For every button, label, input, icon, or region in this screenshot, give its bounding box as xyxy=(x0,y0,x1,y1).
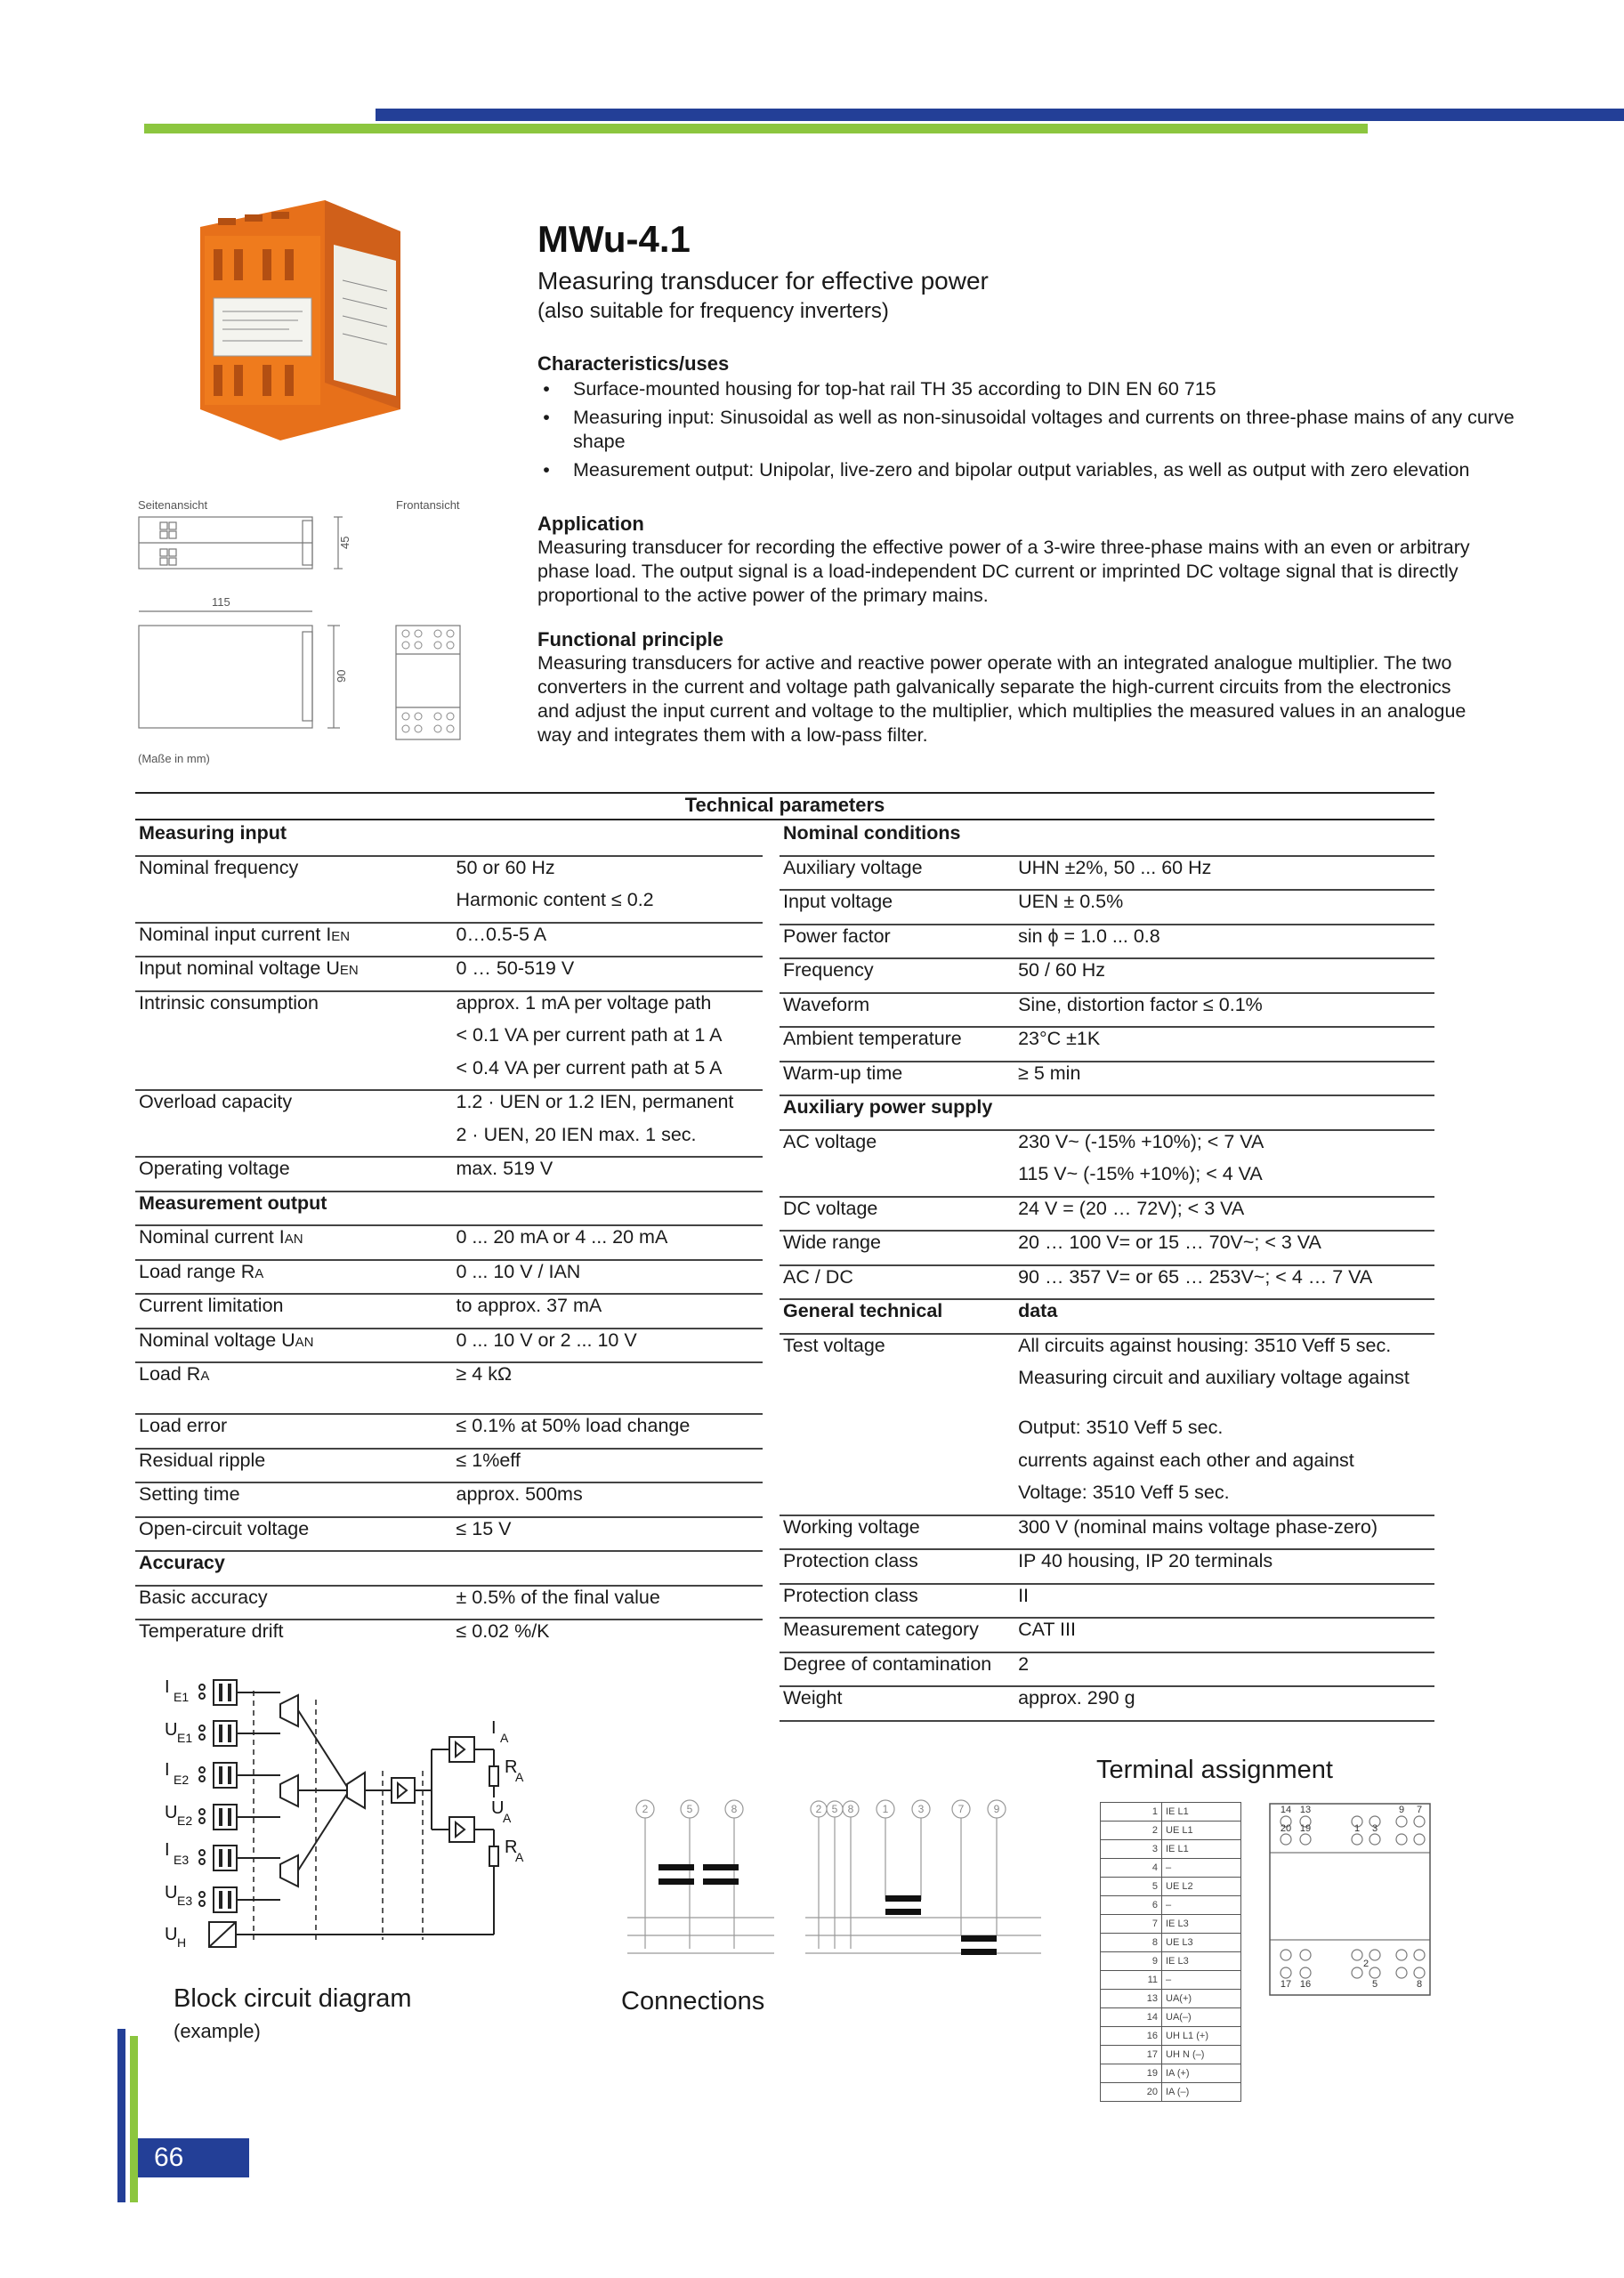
svg-text:7: 7 xyxy=(1416,1805,1423,1815)
svg-text:E3: E3 xyxy=(174,1853,190,1867)
svg-text:E1: E1 xyxy=(174,1690,190,1704)
param-value: 2 xyxy=(1014,1652,1434,1687)
input-label: U xyxy=(165,1925,178,1944)
param-name: AC voltage xyxy=(783,1130,877,1152)
table-row xyxy=(780,856,1434,891)
list-item: • Measurement output: Unipolar, live-zero and bipolar output variables, as well as output with zero elevation xyxy=(573,458,1534,482)
param-value: 0 ... 10 V or 2 ... 10 V xyxy=(453,1329,764,1363)
terminal-row xyxy=(1101,2046,1241,2064)
table-row xyxy=(780,1618,1434,1652)
terminal-number: 2 xyxy=(1101,1822,1162,1840)
param-value: ≥ 5 min xyxy=(1014,1062,1434,1096)
table-row xyxy=(780,890,1434,925)
terminal-number: 16 xyxy=(1101,2027,1162,2046)
svg-text:14: 14 xyxy=(1280,1805,1292,1815)
input-label: I xyxy=(165,1760,170,1780)
dimension-drawing xyxy=(133,512,472,752)
table-row xyxy=(135,1329,763,1363)
svg-text:A: A xyxy=(515,1850,524,1864)
front-view-label: Frontansicht xyxy=(396,498,460,512)
table-row xyxy=(135,1482,763,1517)
svg-text:5: 5 xyxy=(1371,1979,1378,1990)
output-label: R xyxy=(505,1757,518,1777)
table-row xyxy=(780,1265,1434,1300)
svg-text:7: 7 xyxy=(957,1803,965,1815)
page-subtitle: Measuring transducer for effective power xyxy=(537,267,989,295)
svg-text:H: H xyxy=(177,1935,187,1950)
table-row xyxy=(780,1584,1434,1619)
param-value: ≤ 1%eff xyxy=(453,1449,764,1483)
terminal-row xyxy=(1101,2027,1241,2046)
terminal-signal: IE L3 xyxy=(1162,1915,1241,1934)
terminal-signal: UH L1 (+) xyxy=(1162,2027,1241,2046)
page-title: MWu-4.1 xyxy=(537,218,691,260)
table-row xyxy=(780,1163,1434,1197)
param-value: ≤ 0.1% at 50% load change xyxy=(453,1414,764,1449)
param-name: AC / DC xyxy=(780,1265,1014,1300)
table-row xyxy=(780,1515,1434,1550)
terminal-number: 14 xyxy=(1101,2008,1162,2027)
svg-text:2: 2 xyxy=(815,1803,822,1815)
param-name: Input nominal voltage UEN xyxy=(135,957,453,991)
output-label: R xyxy=(505,1838,518,1857)
table-row xyxy=(780,1652,1434,1687)
svg-text:19: 19 xyxy=(1299,1823,1312,1834)
unit-note: (Maße in mm) xyxy=(138,752,210,765)
svg-text:13: 13 xyxy=(1299,1805,1312,1815)
terminal-signal: – xyxy=(1162,1971,1241,1990)
connections-label: Connections xyxy=(621,1987,765,2015)
param-value: 115 V~ (-15% +10%); < 4 VA xyxy=(1014,1163,1434,1197)
table-row xyxy=(780,1027,1434,1062)
product-photo xyxy=(191,182,405,440)
svg-text:A: A xyxy=(515,1770,524,1784)
output-label: I xyxy=(491,1718,497,1738)
table-row xyxy=(780,958,1434,993)
application-text: Measuring transducer for recording the effective power of a 3-wire three-phase mains with an even or arbitrary phase load. The output signal is a load-independent DC current or imprinted DC voltage signal that is directly proportional to the active power of the primary mains. xyxy=(537,537,1470,606)
table-row xyxy=(135,1517,763,1552)
param-name: Measuring input xyxy=(135,822,453,856)
param-value: < 0.4 VA per current path at 5 A xyxy=(453,1057,764,1091)
param-name: Temperature drift xyxy=(139,1620,284,1642)
param-name: Accuracy xyxy=(135,1551,453,1586)
param-name: Load error xyxy=(135,1414,453,1449)
terminal-housing xyxy=(1268,1802,1433,1998)
functional-text: Measuring transducers for active and reactive power operate with an integrated analogue multiplier. The two converters in the current and voltage path galvanically separate the high-current circuits from the electronics and adjust the input current and voltage to the multiplier, which multiplies the measured values in an analogue way and integrates them with a low-pass filter. xyxy=(537,652,1466,746)
param-name: Measurement output xyxy=(135,1192,453,1226)
svg-text:16: 16 xyxy=(1299,1979,1312,1990)
param-name: Load range RA xyxy=(135,1260,453,1295)
terminal-number: 3 xyxy=(1101,1840,1162,1859)
svg-text:E1: E1 xyxy=(177,1731,193,1745)
param-name: Warm-up time xyxy=(780,1062,1014,1096)
table-row xyxy=(780,925,1434,959)
param-value xyxy=(453,822,764,856)
terminal-signal: UE L3 xyxy=(1162,1934,1241,1952)
table-row xyxy=(135,1362,763,1414)
param-value xyxy=(453,1551,764,1586)
terminal-row xyxy=(1101,1803,1241,1822)
terminal-signal: UA(+) xyxy=(1162,1990,1241,2008)
param-name: Measurement category xyxy=(780,1618,1014,1652)
param-value: 0 ... 10 V / IAN xyxy=(453,1260,764,1295)
characteristics-list xyxy=(537,377,1534,482)
terminal-signal: IA (+) xyxy=(1162,2064,1241,2083)
param-value: 50 / 60 Hz xyxy=(1014,958,1434,993)
table-row xyxy=(135,923,763,957)
table-row xyxy=(780,993,1434,1028)
param-name: Nominal conditions xyxy=(780,822,1014,856)
functional-heading: Functional principle xyxy=(537,628,724,650)
param-name xyxy=(780,1163,1014,1197)
param-value: Harmonic content ≤ 0.2 xyxy=(453,889,764,923)
terminal-number: 7 xyxy=(1101,1915,1162,1934)
table-row xyxy=(780,1299,1434,1334)
param-name: Overload capacity xyxy=(139,1091,293,1112)
param-value: II xyxy=(1014,1584,1434,1619)
terminal-number: 4 xyxy=(1101,1859,1162,1878)
param-value: 2 · UEN, 20 IEN max. 1 sec. xyxy=(453,1124,764,1158)
table-row xyxy=(135,1124,763,1158)
param-value: 1.2 · UEN or 1.2 IEN, permanent xyxy=(456,1091,734,1112)
param-value: IP 40 housing, IP 20 terminals xyxy=(1014,1549,1434,1584)
param-name: General technical xyxy=(780,1299,1014,1334)
param-value: CAT III xyxy=(1014,1618,1434,1652)
svg-text:9: 9 xyxy=(993,1803,1000,1815)
input-label: I xyxy=(165,1677,170,1697)
footer-green-bar xyxy=(130,2036,138,2202)
terminal-signal: – xyxy=(1162,1896,1241,1915)
terminal-row xyxy=(1101,1840,1241,1859)
svg-text:8: 8 xyxy=(847,1803,854,1815)
table-row xyxy=(780,1334,1434,1368)
param-name xyxy=(135,1124,453,1158)
terminal-row xyxy=(1101,1915,1241,1934)
param-value: approx. 500ms xyxy=(453,1482,764,1517)
terminal-row xyxy=(1101,1934,1241,1952)
right-parameters-table xyxy=(780,822,1434,1722)
terminal-assignment-label: Terminal assignment xyxy=(1096,1756,1333,1784)
dim-height-1: 45 xyxy=(338,536,351,549)
param-value: ≤ 0.02 %/K xyxy=(456,1620,550,1642)
terminal-number: 1 xyxy=(1101,1803,1162,1822)
svg-text:17: 17 xyxy=(1280,1979,1292,1990)
param-value: sin ϕ = 1.0 ... 0.8 xyxy=(1014,925,1434,959)
svg-text:5: 5 xyxy=(831,1803,838,1815)
table-row xyxy=(780,1197,1434,1232)
svg-text:3: 3 xyxy=(917,1803,925,1815)
param-value: currents against each other and against xyxy=(1018,1449,1354,1471)
svg-text:8: 8 xyxy=(1416,1979,1423,1990)
param-value: Sine, distortion factor ≤ 0.1% xyxy=(1014,993,1434,1028)
svg-text:3: 3 xyxy=(1371,1823,1378,1834)
input-label: U xyxy=(165,1720,178,1740)
side-view-label: Seitenansicht xyxy=(138,498,208,512)
param-name: Frequency xyxy=(780,958,1014,993)
terminal-signal: IE L1 xyxy=(1162,1840,1241,1859)
param-value: 0…0.5-5 A xyxy=(453,923,764,957)
table-row xyxy=(135,1551,763,1586)
page-number: 66 xyxy=(138,2138,249,2177)
input-label: U xyxy=(165,1883,178,1902)
connections-diagram xyxy=(614,1793,1050,1971)
list-item: • Surface-mounted housing for top-hat rail TH 35 according to DIN EN 60 715 xyxy=(573,377,1534,401)
param-value: 230 V~ (-15% +10%); < 7 VA xyxy=(1018,1130,1264,1152)
technical-parameters-title: Technical parameters xyxy=(135,792,1434,820)
param-value: 90 … 357 V= or 65 … 253V~; < 4 … 7 VA xyxy=(1014,1265,1434,1300)
param-name: Nominal frequency xyxy=(139,856,299,878)
table-row xyxy=(135,856,763,890)
param-name: Degree of contamination xyxy=(780,1652,1014,1687)
table-row xyxy=(780,1367,1434,1417)
header-blue-bar xyxy=(376,109,1624,121)
table-row xyxy=(135,1449,763,1483)
svg-text:2: 2 xyxy=(642,1803,649,1815)
param-name xyxy=(135,1057,453,1091)
param-name: Protection class xyxy=(780,1549,1014,1584)
param-value xyxy=(1014,1095,1434,1130)
terminal-row xyxy=(1101,1952,1241,1971)
param-value: 0 … 50-519 V xyxy=(453,957,764,991)
param-name: Power factor xyxy=(780,925,1014,959)
param-name: Input voltage xyxy=(780,890,1014,925)
terminal-row xyxy=(1101,1822,1241,1840)
block-diagram-label: Block circuit diagram xyxy=(174,1984,412,2013)
terminal-number: 19 xyxy=(1101,2064,1162,2083)
param-value: UEN ± 0.5% xyxy=(1014,890,1434,925)
table-row xyxy=(135,991,763,1025)
table-row xyxy=(135,1157,763,1192)
param-value: 20 … 100 V= or 15 … 70V~; < 3 VA xyxy=(1014,1231,1434,1265)
terminal-row xyxy=(1101,1878,1241,1896)
svg-text:5: 5 xyxy=(686,1803,693,1815)
terminal-signal: IA (–) xyxy=(1162,2083,1241,2102)
param-name: Operating voltage xyxy=(135,1157,453,1192)
table-row xyxy=(135,1225,763,1260)
terminal-row xyxy=(1101,2064,1241,2083)
param-name xyxy=(780,1482,1014,1515)
param-value xyxy=(1014,822,1434,856)
terminal-row xyxy=(1101,1896,1241,1915)
block-diagram-sublabel: (example) xyxy=(174,2020,261,2042)
param-value: 0 ... 20 mA or 4 ... 20 mA xyxy=(453,1225,764,1260)
table-row xyxy=(135,1414,763,1449)
param-name: Nominal input current IEN xyxy=(135,923,453,957)
param-name: Auxiliary voltage xyxy=(780,856,1014,891)
terminal-signal: – xyxy=(1162,1859,1241,1878)
table-row xyxy=(135,1024,763,1057)
param-value: Output: 3510 Veff 5 sec. xyxy=(1018,1417,1224,1438)
table-row xyxy=(135,1057,763,1091)
input-label: I xyxy=(165,1840,170,1860)
table-row xyxy=(780,1095,1434,1130)
functional-section xyxy=(537,627,1481,747)
page-subtitle-note: (also suitable for frequency inverters) xyxy=(537,299,889,323)
param-value: 300 V (nominal mains voltage phase-zero) xyxy=(1014,1515,1434,1550)
table-row xyxy=(135,889,763,923)
param-value: UHN ±2%, 50 ... 60 Hz xyxy=(1014,856,1434,891)
terminal-signal: UA(–) xyxy=(1162,2008,1241,2027)
svg-text:A: A xyxy=(500,1731,509,1745)
footer-blue-bar xyxy=(117,2029,125,2202)
param-value: < 0.1 VA per current path at 1 A xyxy=(456,1024,723,1046)
param-value: ≤ 15 V xyxy=(453,1517,764,1552)
svg-text:A: A xyxy=(503,1811,512,1825)
header-green-bar xyxy=(144,124,1368,133)
param-name: Weight xyxy=(780,1686,1014,1721)
terminal-row xyxy=(1101,1990,1241,2008)
table-row xyxy=(135,1192,763,1226)
param-value: 24 V = (20 … 72V); < 3 VA xyxy=(1014,1197,1434,1232)
terminal-number: 5 xyxy=(1101,1878,1162,1896)
terminal-row xyxy=(1101,1971,1241,1990)
param-name: Working voltage xyxy=(780,1515,1014,1550)
terminal-number: 13 xyxy=(1101,1990,1162,2008)
dim-height-2: 90 xyxy=(335,669,348,683)
param-name: Ambient temperature xyxy=(780,1027,1014,1062)
table-row xyxy=(780,1231,1434,1265)
terminal-table xyxy=(1100,1802,1241,2102)
param-value: ≥ 4 kΩ xyxy=(453,1362,764,1414)
terminal-signal: UE L1 xyxy=(1162,1822,1241,1840)
block-circuit-diagram xyxy=(165,1673,556,1967)
terminal-row xyxy=(1101,2008,1241,2027)
application-heading: Application xyxy=(537,513,644,535)
input-label: U xyxy=(165,1803,178,1822)
param-value: 50 or 60 Hz xyxy=(456,856,555,878)
characteristics-section xyxy=(537,351,1534,487)
svg-text:E2: E2 xyxy=(177,1814,193,1828)
param-value: ± 0.5% of the final value xyxy=(453,1586,764,1620)
table-row xyxy=(780,1549,1434,1584)
param-value: approx. 1 mA per voltage path xyxy=(456,991,712,1014)
terminal-number: 17 xyxy=(1101,2046,1162,2064)
table-row xyxy=(780,1417,1434,1450)
list-item: • Measuring input: Sinusoidal as well as non-sinusoidal voltages and currents on three-phase mains of any curve shape xyxy=(573,406,1516,454)
param-name: Residual ripple xyxy=(135,1449,453,1483)
param-value: to approx. 37 mA xyxy=(453,1294,764,1329)
param-name: Setting time xyxy=(135,1482,453,1517)
terminal-signal: UE L2 xyxy=(1162,1878,1241,1896)
table-row xyxy=(780,1450,1434,1482)
left-parameters-table xyxy=(135,822,763,1653)
terminal-number: 9 xyxy=(1101,1952,1162,1971)
svg-text:1: 1 xyxy=(1353,1823,1361,1834)
param-value: All circuits against housing: 3510 Veff 5 sec. xyxy=(1018,1334,1392,1356)
svg-text:20: 20 xyxy=(1280,1823,1292,1834)
param-name: Intrinsic consumption xyxy=(139,991,319,1014)
table-row xyxy=(135,1586,763,1620)
terminal-signal: UH N (–) xyxy=(1162,2046,1241,2064)
param-name: Waveform xyxy=(780,993,1014,1028)
param-value: 23°C ±1K xyxy=(1014,1027,1434,1062)
svg-text:1: 1 xyxy=(882,1803,889,1815)
dim-width: 115 xyxy=(212,595,230,609)
terminal-signal: IE L1 xyxy=(1162,1803,1241,1822)
table-row xyxy=(780,1062,1434,1096)
table-row xyxy=(780,1686,1434,1721)
output-label: U xyxy=(491,1798,505,1818)
param-name: Protection class xyxy=(780,1584,1014,1619)
param-name: Open-circuit voltage xyxy=(135,1517,453,1552)
param-name: Test voltage xyxy=(783,1334,885,1356)
param-value: data xyxy=(1014,1299,1434,1334)
param-name: Current limitation xyxy=(135,1294,453,1329)
param-name xyxy=(135,1024,453,1057)
param-name: Basic accuracy xyxy=(135,1586,453,1620)
param-name: Nominal voltage UAN xyxy=(135,1329,453,1363)
param-name xyxy=(780,1450,1014,1482)
param-name: Auxiliary power supply xyxy=(780,1095,1014,1130)
svg-text:2: 2 xyxy=(1362,1959,1369,1969)
param-name xyxy=(780,1367,1014,1417)
svg-text:E3: E3 xyxy=(177,1894,193,1908)
param-name: DC voltage xyxy=(780,1197,1014,1232)
terminal-number: 6 xyxy=(1101,1896,1162,1915)
param-value: max. 519 V xyxy=(453,1157,764,1192)
terminal-number: 20 xyxy=(1101,2083,1162,2102)
table-row xyxy=(780,822,1434,856)
terminal-signal: IE L3 xyxy=(1162,1952,1241,1971)
characteristics-heading: Characteristics/uses xyxy=(537,352,730,375)
param-name: Wide range xyxy=(780,1231,1014,1265)
terminal-row xyxy=(1101,1859,1241,1878)
param-name xyxy=(135,889,453,923)
table-row xyxy=(135,822,763,856)
param-value: Voltage: 3510 Veff 5 sec. xyxy=(1014,1482,1434,1515)
param-value: approx. 290 g xyxy=(1014,1686,1434,1721)
terminal-number: 11 xyxy=(1101,1971,1162,1990)
table-row xyxy=(135,1294,763,1329)
param-value: Measuring circuit and auxiliary voltage against xyxy=(1018,1367,1410,1388)
svg-text:9: 9 xyxy=(1398,1805,1405,1815)
table-row xyxy=(780,1482,1434,1515)
terminal-row xyxy=(1101,2083,1241,2102)
table-row xyxy=(135,1260,763,1295)
application-section xyxy=(537,512,1481,608)
svg-text:E2: E2 xyxy=(174,1773,190,1787)
svg-text:8: 8 xyxy=(731,1803,738,1815)
table-row xyxy=(135,957,763,991)
table-row xyxy=(135,1090,763,1124)
terminal-number: 8 xyxy=(1101,1934,1162,1952)
table-row xyxy=(780,1130,1434,1164)
table-row xyxy=(135,1620,763,1653)
param-name xyxy=(780,1417,1014,1450)
param-name: Load RA xyxy=(135,1362,453,1414)
param-name: Nominal current IAN xyxy=(135,1225,453,1260)
param-value xyxy=(453,1192,764,1226)
